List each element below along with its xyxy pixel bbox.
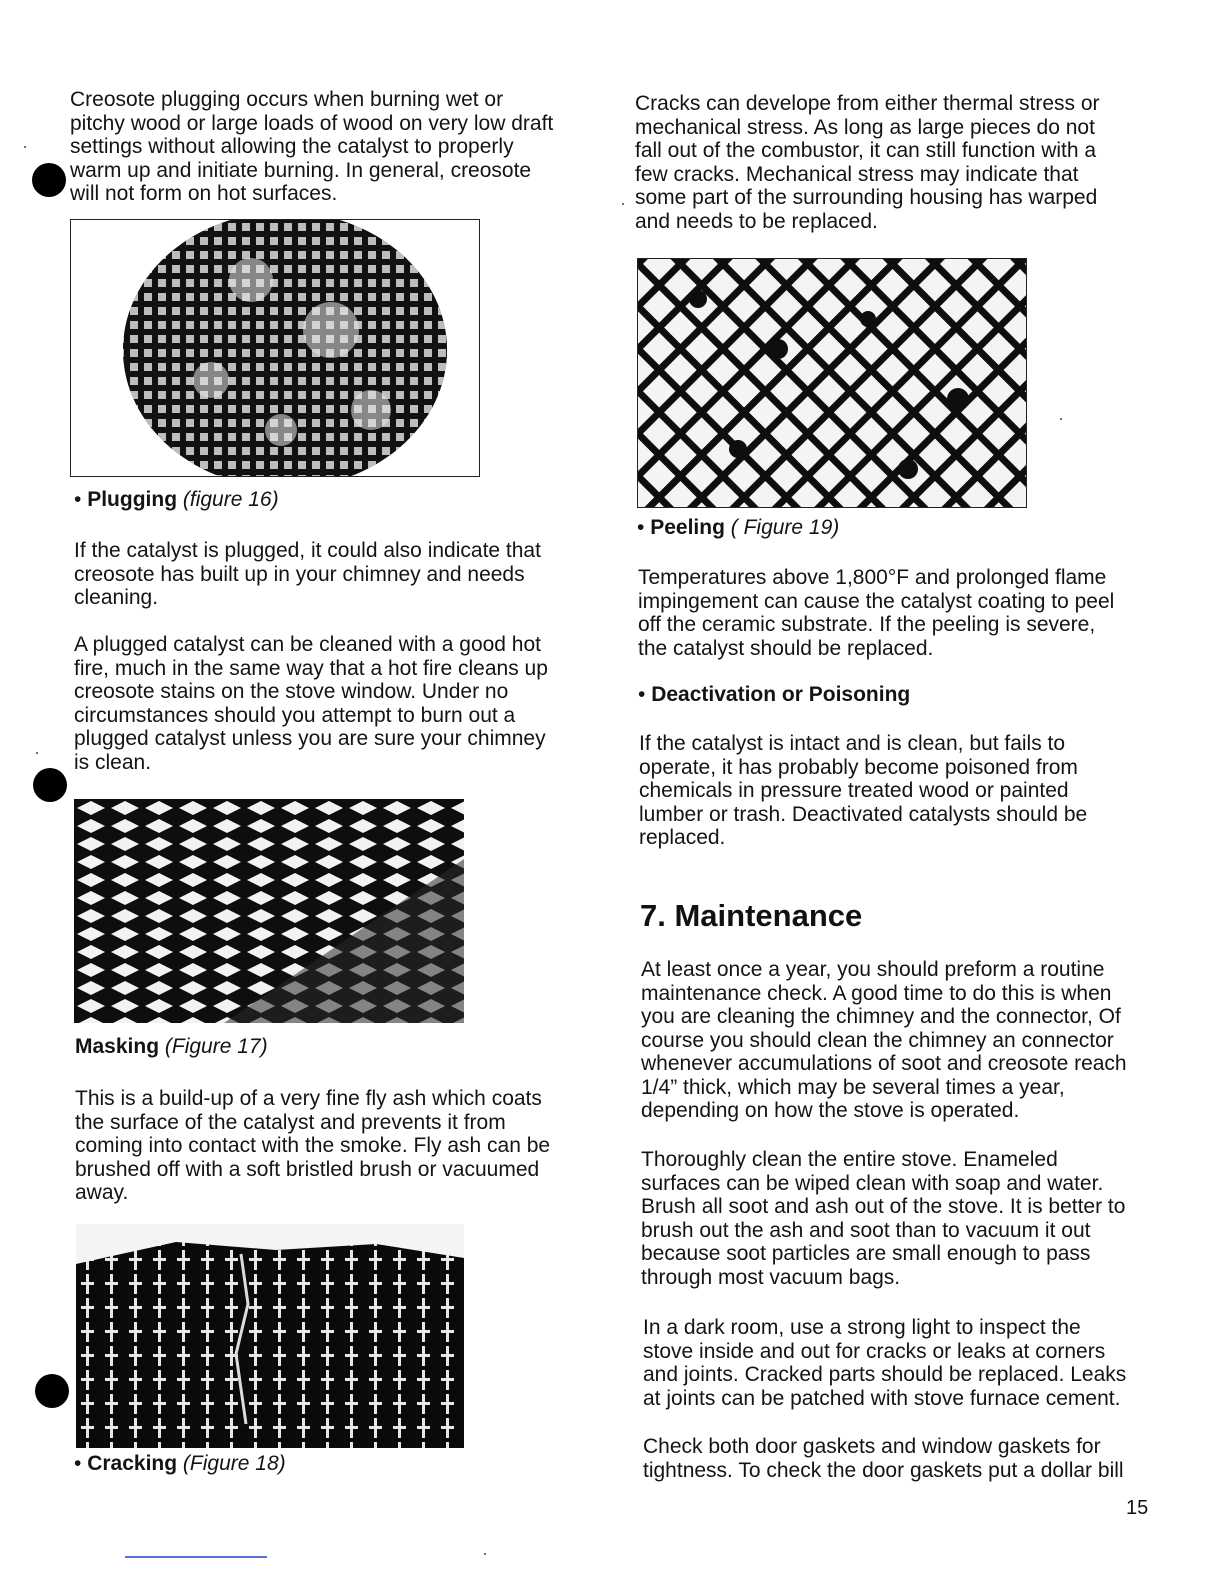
maintenance-paragraph-3: In a dark room, use a strong light to inspect the stove inside and out for cracks or leaks at corners and joints. Cracked parts should be replaced. Leaks at joints can be patched with stove furnace cement. bbox=[643, 1316, 1127, 1410]
scan-speck bbox=[36, 752, 38, 754]
scan-speck bbox=[24, 146, 26, 148]
figure-18-caption: • Cracking (Figure 18) bbox=[74, 1452, 286, 1475]
page-number: 15 bbox=[1126, 1497, 1149, 1519]
bottom-rule bbox=[125, 1556, 267, 1558]
binder-hole-top bbox=[32, 163, 66, 197]
binder-hole-bottom bbox=[35, 1374, 69, 1408]
figure-16-caption: • Plugging (figure 16) bbox=[74, 488, 279, 511]
figure-19-peeling-image bbox=[637, 258, 1027, 508]
figure-17-masking-image bbox=[74, 799, 464, 1023]
binder-hole-middle bbox=[33, 768, 67, 802]
figure-16-plugging-image bbox=[70, 219, 480, 477]
figure-19-caption: • Peeling ( Figure 19) bbox=[637, 516, 840, 539]
peeling-paragraph: Temperatures above 1,800°F and prolonged flame impingement can cause the catalyst coating to peel off the ceramic substrate. If the peeling is severe, the catalyst should be replaced. bbox=[638, 566, 1115, 660]
deactivation-paragraph: If the catalyst is intact and is clean, but fails to operate, it has probably become poisoned from chemicals in pressure treated wood or painted lumber or trash. Deactivated catalysts should be replaced. bbox=[639, 732, 1088, 849]
scan-speck bbox=[1060, 418, 1062, 420]
maintenance-paragraph-4: Check both door gaskets and window gaskets for tightness. To check the door gaskets put a dollar bill bbox=[643, 1435, 1124, 1482]
plugged-paragraph-1: If the catalyst is plugged, it could also indicate that creosote has built up in your chimney and needs cleaning. bbox=[74, 539, 541, 609]
figure-18-cracking-image bbox=[76, 1224, 464, 1448]
masking-paragraph: This is a build-up of a very fine fly ash which coats the surface of the catalyst and prevents it from coming into contact with the smoke. Fly ash can be brushed off with a soft bristled brush or vacuumed away. bbox=[75, 1087, 551, 1204]
deactivation-heading: • Deactivation or Poisoning bbox=[638, 683, 911, 706]
intro-paragraph: Creosote plugging occurs when burning wet or pitchy wood or large loads of wood on very low draft settings without allowing the catalyst to properly warm up and initiate burning. In general, creosote will not form on hot surfaces. bbox=[70, 88, 554, 205]
cracks-paragraph: Cracks can develope from either thermal stress or mechanical stress. As long as large pieces do not fall out of the combustor, it can still function with a few cracks. Mechanical stress may indicate that some part of the surrounding housing has warped and needs to be replaced. bbox=[635, 92, 1100, 233]
scan-speck bbox=[622, 203, 624, 205]
maintenance-paragraph-1: At least once a year, you should preform a routine maintenance check. A good time to do this is when you are cleaning the chimney and the connector, Of course you should clean the chimney an connector whenever accumulations of soot and creosote reach 1/4” thick, which may be several times a year, depending on how the stove is operated. bbox=[641, 958, 1127, 1122]
section-heading-maintenance: 7. Maintenance bbox=[640, 898, 863, 933]
plugged-paragraph-2: A plugged catalyst can be cleaned with a good hot fire, much in the same way that a hot fire cleans up creosote stains on the stove window. Under no circumstances should you attempt to burn out a plugged catalyst unless you are sure your chimney is clean. bbox=[74, 633, 548, 774]
figure-17-caption: Masking (Figure 17) bbox=[75, 1035, 268, 1058]
scan-speck bbox=[484, 1553, 486, 1555]
maintenance-paragraph-2: Thoroughly clean the entire stove. Enameled surfaces can be wiped clean with soap and water. Brush all soot and ash out of the stove. It is better to brush out the ash and soot than to vacuum it out because soot particles are small enough to pass through most vacuum bags. bbox=[641, 1148, 1126, 1289]
